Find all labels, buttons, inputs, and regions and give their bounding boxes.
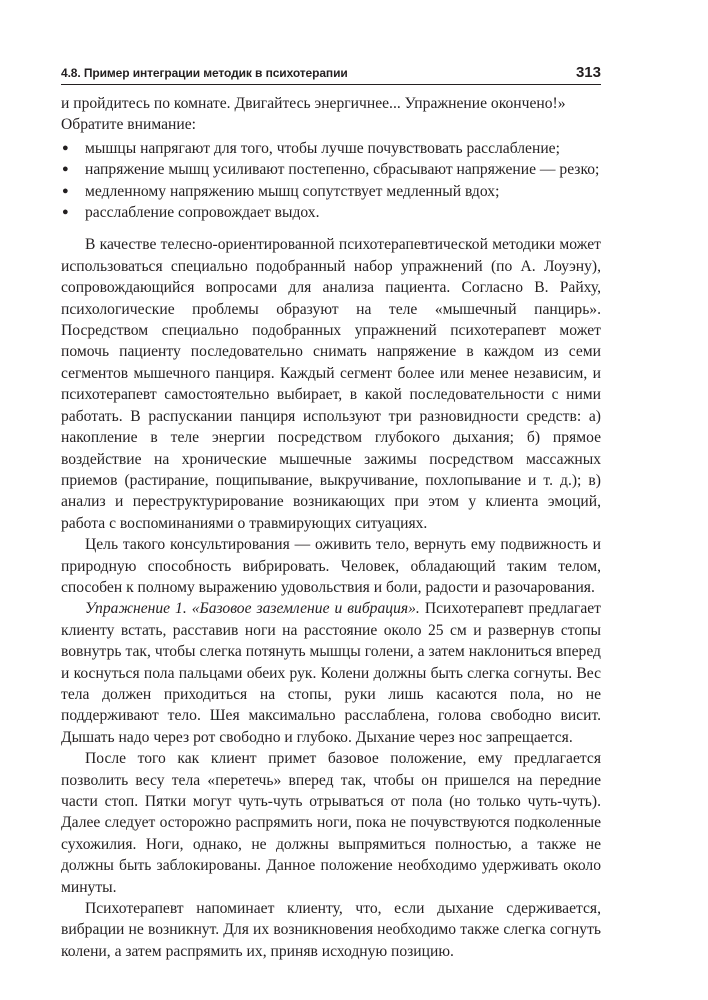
page-number: 313 (575, 64, 601, 81)
bullet-icon: ● (62, 184, 69, 197)
paragraph-reminder: Психотерапевт напоминает клиенту, что, если дыхание сдерживается, вибрации не возникнут. Для их возникновения необходимо также слегка согнуть колени, а затем распрямить их, приняв исходную позицию. (61, 900, 601, 960)
list-item (61, 138, 601, 159)
list-item-text: напряжение мышц усиливают постепенно, сбрасывают напряжение — резко; (85, 161, 600, 179)
attention-line: Обратите внимание: (61, 116, 196, 134)
bullet-icon: ● (62, 206, 69, 219)
paragraph-goal: Цель такого консультирования — оживить тело, вернуть ему подвижность и природную способность вибрировать. Человек, обладающий таким телом, способен к полному выражению удовольствия и боли, радости и разочарования. (61, 536, 601, 596)
book-page (61, 60, 601, 962)
paragraph-method: В качестве телесно-ориентированной психотерапевтической методики может использоваться специально подобранный набор упражнений (по А. Лоуэну), сопровождающийся вопросами для анализа пациента. Согласно В. Райху, психологические проблемы образуют на теле «мышечный панцирь». Посредством специально подобранных упражнений психотерапевт может помочь пациенту последовательно снимать напряжение в каждом из семи сегментов мышечного панциря. Каждый сегмент более или менее независим, и психотерапевт самостоятельно выбирает, в какой последовательности с ними работать. В распускании панциря используют три разновидности средств: а) накопление в теле энергии посредством глубокого дыхания; б) прямое воздействие на хронические мышечные зажимы посредством массажных приемов (растирание, пощипывание, выкручивание, похлопывание и т. д.); в) анализ и переструктурирование возникающих при этом у клиента эмоций, работа с воспоминаниями о травмирующих ситуациях. (61, 236, 601, 532)
running-head: 4.8. Пример интеграции методик в психотерапии (61, 66, 348, 80)
page-header (61, 60, 601, 85)
bullet-icon: ● (62, 163, 69, 176)
list-item-text: расслабление сопровождает выдох. (85, 204, 320, 222)
paragraph-base-position: После того как клиент примет базовое положение, ему предлагается позволить весу тела «перетечь» вперед так, чтобы он пришелся на передние части стоп. Пятки могут чуть-чуть отрываться от пола (но только чуть-чуть). Далее следует осторожно распрямить ноги, пока не почувствуются подколенные сухожилия. Ноги, однако, не должны выпрямиться полностью, а также не должны быть заблокированы. Данное положение необходимо удерживать около минуты. (61, 750, 601, 896)
page-body (61, 93, 601, 962)
list-item (61, 202, 601, 223)
list-item (61, 181, 601, 202)
list-item (61, 159, 601, 180)
continuation-line: и пройдитесь по комнате. Двигайтесь энергичнее... Упражнение окончено!» (61, 95, 566, 112)
bullet-list (61, 138, 601, 224)
exercise-text: Психотерапевт предлагает клиенту встать, расставив ноги на расстояние около 25 см и развернув стопы вовнутрь так, чтобы слегка потянуть мышцы голени, а затем наклониться вперед и коснуться пола пальцами обеих рук. Колени должны быть слегка согнуты. Вес тела должен приходиться на стопы, руки лишь касаются пола, но не поддерживают тело. Шея максимально расслаблена, голова свободно висит. Дышать надо через рот свободно и глубоко. Дыхание через нос запрещается. (61, 600, 601, 746)
paragraph-continuation (61, 93, 601, 136)
exercise-title: Упражнение 1. «Базовое заземление и вибрация». (85, 600, 420, 618)
paragraph-exercise (61, 598, 601, 748)
paragraph-spacer (61, 223, 601, 234)
list-item-text: мышцы напрягают для того, чтобы лучше почувствовать расслабление; (85, 139, 560, 157)
list-item-text: медленному напряжению мышц сопутствует медленный вдох; (85, 182, 500, 200)
bullet-icon: ● (62, 141, 69, 154)
